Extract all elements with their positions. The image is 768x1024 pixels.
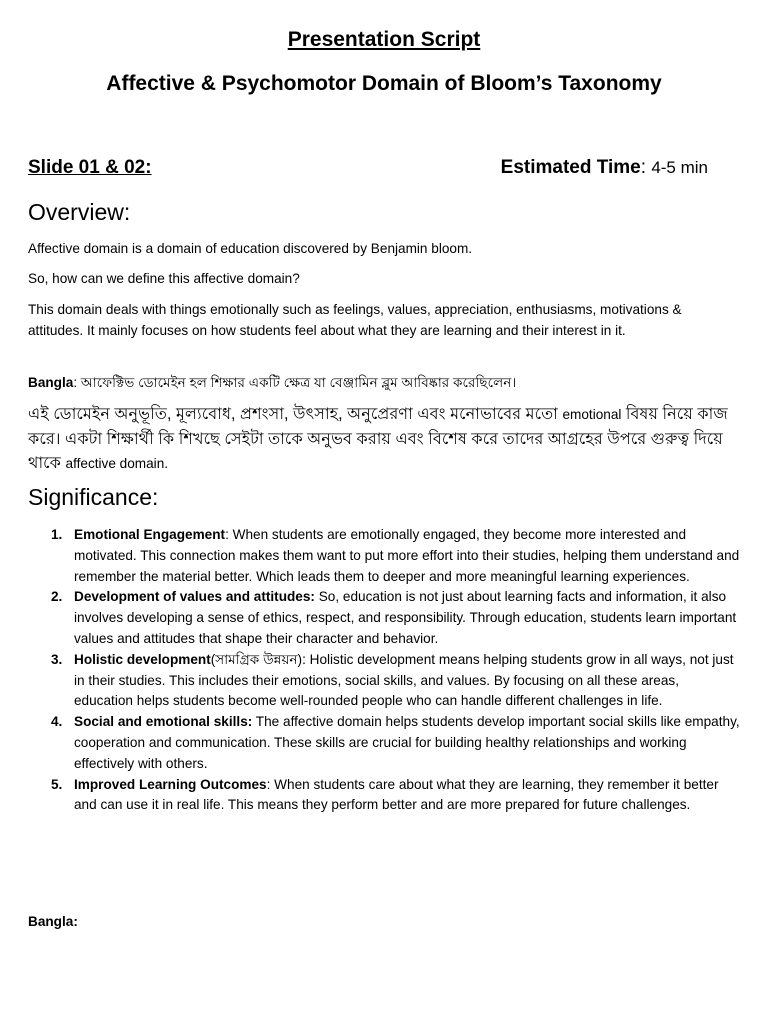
list-item — [28, 712, 740, 774]
bangla-label: Bangla — [28, 375, 74, 390]
overview-paragraph-3: This domain deals with things emotionally such as feelings, values, appreciation, enthusiasms, motivations & attitudes. It mainly focuses on how students feel about what they are learning and their interest in it. — [28, 302, 682, 338]
list-item — [28, 775, 740, 817]
list-item-label: Emotional Engagement — [74, 527, 226, 542]
document-subtitle: Affective & Psychomotor Domain of Bloom’s Taxonomy — [106, 72, 662, 95]
list-item-number: 4. — [51, 714, 63, 730]
bangla-sentence: : আফেক্টিভ ডোমেইন হল শিক্ষার একটি ক্ষেত্র যা বেঞ্জামিন ব্লুম আবিষ্কার করেছিলেন। — [73, 375, 517, 390]
list-item — [28, 650, 740, 712]
significance-heading: Significance: — [28, 484, 159, 510]
list-item-text: : When students are emotionally engaged, they become more interested and motivated. This connection makes them want to put more effort into their studies, helping them understand and remember the material better. Which leads them to deeper and more meaningful learning experiences. — [74, 527, 740, 584]
list-item-number: 5. — [51, 776, 63, 792]
slide-info-row — [28, 157, 740, 185]
overview-paragraph-1: Affective domain is a domain of education discovered by Benjamin bloom. — [28, 241, 473, 256]
list-item-text: : When students care about what they are learning, they remember it better and can use it in real life. This means they perform better and are more prepared for future challenges. — [74, 776, 719, 813]
list-item-number: 2. — [51, 589, 63, 605]
overview-paragraph-2: So, how can we define this affective domain? — [28, 271, 300, 286]
estimated-time — [501, 157, 708, 179]
list-item-text: The affective domain helps students develop important social skills like empathy, cooperation and communication. These skills are crucial for building healthy relationships and working effectively with others. — [74, 714, 740, 771]
estimated-time-value: 4-5 min — [651, 158, 708, 177]
list-item — [28, 525, 740, 587]
list-item-label: Holistic development — [74, 651, 211, 667]
document-title: Presentation Script — [287, 28, 481, 51]
bangla-paragraph-part2: বিষয় নিয়ে কাজ করে। একটা শিক্ষার্থী কি শিখছে সেইটা তাকে অনুভব করায় এবং বিশেষ করে তাদের আগ্রহের উপরে গুরুত্ব দিয়ে থাকে — [28, 405, 728, 472]
list-item — [28, 587, 740, 649]
list-item-label: Social and emotional skills: — [74, 714, 253, 730]
significance-list — [28, 525, 740, 816]
list-item-text: So, education is not just about learning facts and information, it also involves developing a sense of ethics, respect, and responsibility. Through education, students learn important values and attitudes that shape their character and behavior. — [74, 589, 737, 646]
list-item-label: Improved Learning Outcomes — [74, 776, 267, 792]
overview-bangla-paragraph — [28, 402, 748, 476]
overview-heading: Overview: — [28, 199, 131, 225]
list-item-number: 1. — [51, 527, 63, 542]
slide-label: Slide 01 & 02: — [28, 157, 152, 178]
list-item-number: 3. — [51, 651, 63, 667]
significance-bangla-label: Bangla: — [28, 914, 78, 929]
estimated-time-label: Estimated Time — [500, 157, 641, 178]
list-item-text: (সামগ্রিক উন্নয়ন): Holistic development means helping students grow in all ways, not just in their studies. This includes their emotions, social skills, and values. By focusing on all these areas, education helps students become well-rounded people who can handle different challenges in life. — [74, 651, 734, 709]
estimated-time-separator: : — [640, 157, 647, 178]
bangla-paragraph-en1: emotional — [562, 407, 622, 422]
bangla-paragraph-en2: affective domain. — [65, 456, 169, 471]
overview-bangla-line — [28, 373, 740, 394]
list-item-label: Development of values and attitudes: — [74, 589, 315, 605]
bangla-paragraph-part1: এই ডোমেইন অনুভূতি, মূল্যবোধ, প্রশংসা, উৎসাহ, অনুপ্রেরণা এবং মনোভাবের মতো — [28, 405, 563, 423]
